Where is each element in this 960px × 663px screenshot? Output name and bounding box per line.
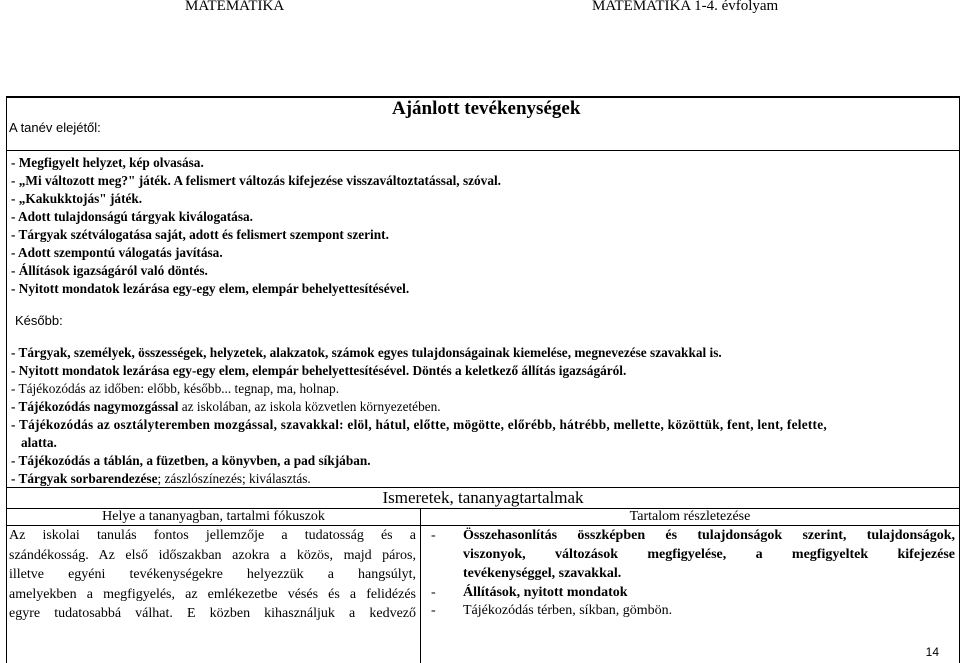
activity-line: - Adott tulajdonságú tárgyak kiválogatása. bbox=[11, 209, 253, 224]
activities-cell bbox=[7, 150, 959, 489]
content-item-line: Összehasonlítás összképben és tulajdonságok szerint, tulajdonságok, bbox=[463, 528, 955, 543]
bullet-dash: - bbox=[431, 528, 436, 543]
content-item bbox=[431, 526, 955, 584]
curriculum-table bbox=[6, 96, 960, 663]
tanev-label: A tanév elejétől: bbox=[9, 120, 101, 135]
activity-line: - Megfigyelt helyzet, kép olvasása. bbox=[11, 155, 204, 170]
later-line: - Tájékozódás a táblán, a füzetben, a könyvben, a pad síkjában. bbox=[11, 453, 371, 468]
later-line: - Tájékozódás az osztályteremben mozgással, szavakkal: elöl, hátul, előtte, mögötte, előrébb, hátrébb, mellette, közöttük, fent, lent, felette, bbox=[11, 417, 827, 432]
bullet-dash: - bbox=[431, 603, 436, 618]
activity-line: - Tárgyak szétválogatása saját, adott és felismert szempont szerint. bbox=[11, 227, 389, 242]
page-number: 14 bbox=[925, 645, 939, 659]
content-item-text: Tájékozódás térben, síkban, gömbön. bbox=[463, 603, 673, 618]
activity-line: - „Mi változott meg?" játék. A felismert változás kifejezése visszaváltoztatással, szóval. bbox=[11, 173, 501, 188]
activity-line: - Adott szempontú válogatás javítása. bbox=[11, 245, 223, 260]
later-line-rest: az iskolában, az iskola közvetlen környezetében. bbox=[178, 399, 441, 414]
content-item-line: viszonyok, változások megfigyelése, a megfigyeltek kifejezése bbox=[463, 547, 955, 562]
activity-line: - Állítások igazságáról való döntés. bbox=[11, 263, 208, 278]
header-right: MATEMATIKA 1-4. évfolyam bbox=[592, 0, 779, 14]
knowledge-title: Ismeretek, tananyagtartalmak bbox=[7, 487, 959, 509]
later-line: alatta. bbox=[21, 435, 57, 450]
column-divider bbox=[420, 525, 421, 663]
left-text-line: szándékosság. Az első időszakban azokra a közös, majd páros, bbox=[9, 547, 416, 563]
later-line-bold: - Tájékozódás nagymozgással bbox=[11, 399, 179, 414]
top-row bbox=[7, 98, 959, 150]
activity-line: - Nyitott mondatok lezárása egy-egy elem, elempár behelyettesítésével. bbox=[11, 281, 410, 296]
later-line bbox=[11, 399, 441, 415]
right-column-header: Tartalom részletezése bbox=[421, 508, 959, 526]
content-item bbox=[431, 601, 955, 620]
content-item-text: Állítások, nyitott mondatok bbox=[463, 585, 628, 600]
later-line bbox=[11, 471, 311, 487]
left-text-line: egyre tudatosabbá válhat. E közben kihasználjuk a kedvező bbox=[9, 606, 416, 621]
header-left: MATEMATIKA bbox=[185, 0, 285, 14]
left-column-header: Helye a tananyagban, tartalmi fókuszok bbox=[7, 508, 421, 526]
left-text-line: Az iskolai tanulás fontos jellemzője a tudatosság és a bbox=[9, 528, 416, 543]
content-item bbox=[431, 583, 955, 602]
left-text-line: amelyekben a megfigyelés, az emlékezetbe vésés és a felidézés bbox=[9, 586, 416, 602]
later-line: - Tárgyak, személyek, összességek, helyzetek, alakzatok, számok egyes tulajdonságainak kiemelése, megnevezése szavakkal is. bbox=[11, 345, 722, 360]
left-text-line: illetve egyéni tevékenységekre helyezzük a hangsúlyt, bbox=[9, 567, 416, 582]
activity-line: - „Kakukktojás" játék. bbox=[11, 191, 143, 206]
left-column-text bbox=[9, 526, 416, 624]
later-line-rest: ; zászlószínezés; kiválasztás. bbox=[157, 471, 311, 486]
content-item-line: tevékenységgel, szavakkal. bbox=[463, 566, 622, 581]
later-line: - Tájékozódás az időben: előbb, később... tegnap, ma, holnap. bbox=[11, 381, 340, 396]
later-line: - Nyitott mondatok lezárása egy-egy elem, elempár behelyettesítésével. Döntés a keletkező állítás igazságáról. bbox=[11, 363, 627, 378]
content-item-text bbox=[463, 526, 955, 583]
bullet-dash: - bbox=[431, 585, 436, 600]
later-label: Később: bbox=[15, 313, 63, 328]
later-line-bold: - Tárgyak sorbarendezése bbox=[11, 471, 158, 486]
ajanlott-title: Ajánlott tevékenységek bbox=[392, 98, 581, 119]
